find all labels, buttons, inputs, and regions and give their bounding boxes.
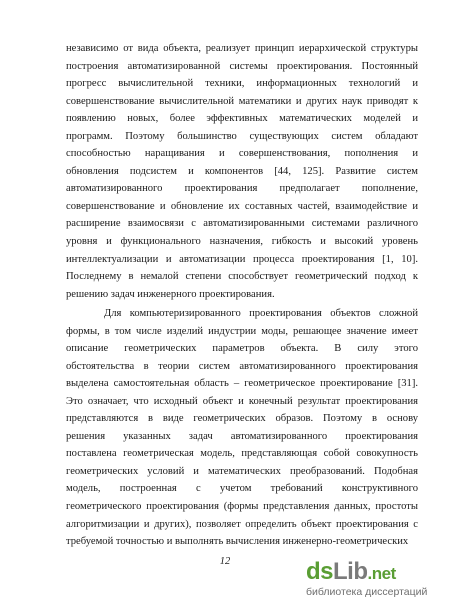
- text-line: Это означает, что исходный объект и конечный результат проектирования: [66, 395, 418, 407]
- text-line: интеллектуализации и автоматизации процесса проектирования [1, 10].: [66, 253, 418, 265]
- text-line: расширение взаимосвязи с автоматизированными системами различного: [66, 218, 418, 230]
- text-line: описание геометрических параметров объекта. В силу этого: [66, 343, 418, 355]
- text-line: решению задач инженерного проектирования.: [66, 288, 275, 300]
- text-line: Для компьютеризированного проектирования объектов сложной: [104, 308, 418, 319]
- text-line: совершенствование вычислительной математики и других наук приводят к: [66, 95, 418, 107]
- text-line: геометрического проектирования (формы представления данных, простоты: [66, 501, 418, 513]
- text-line: независимо от вида объекта, реализует принцип иерархической структуры: [66, 43, 418, 54]
- text-line: алгоритмизации и других), позволяет определить объект проектирования с: [66, 518, 418, 530]
- paragraph-2: [66, 305, 418, 551]
- text-line: появлению новых, более эффективных математических моделей и: [66, 113, 418, 125]
- text-line: совершенствование и обновление их составных частей, взаимодействие и: [66, 200, 418, 212]
- text-line: Последнему в немалой степени способствует геометрический подход к: [66, 271, 418, 283]
- text-line: геометрических условий и математических преобразований. Подобная: [66, 465, 418, 477]
- watermark-caption: библиотека диссертаций: [306, 586, 428, 598]
- text-line: формы, в том числе изделий индустрии моды, решающее значение имеет: [66, 325, 418, 337]
- text-line: модель, построенная с учетом требований конструктивного: [66, 483, 418, 495]
- text-line: построения автоматизированной системы проектирования. Постоянный: [66, 60, 418, 72]
- text-line: представляются в виде геометрических образов. Поэтому в основу: [66, 413, 418, 425]
- logo-lib: Lib: [333, 558, 368, 585]
- text-line: способностью наращивания и совершенствования, пополнения и: [66, 148, 418, 160]
- text-line: выделена самостоятельная область – геометрическое проектирование [31].: [66, 378, 418, 390]
- paragraph-1: [66, 40, 418, 303]
- page-number: 12: [219, 556, 231, 567]
- logo-ds: ds: [306, 558, 334, 585]
- text-line: поставлена геометрическая модель, представляющая собой совокупность: [66, 448, 418, 460]
- text-line: обстоятельства в теории систем автоматизированного проектирования: [66, 360, 418, 372]
- text-line: программ. Поэтому большинство существующих систем обладают: [66, 130, 418, 142]
- text-line: уровня и функционального назначения, гибкость и высокий уровень: [66, 236, 418, 248]
- logo-net: .net: [367, 564, 396, 583]
- text-line: автоматизированного проектирования предполагает пополнение,: [66, 183, 418, 195]
- text-line: обновления подсистем и компонентов [44, 125]. Развитие систем: [66, 165, 418, 177]
- text-line: требуемой точностью и выполнять вычисления инженерно-геометрических: [66, 536, 409, 548]
- text-line: прогресс вычислительной техники, информационных технологий и: [66, 78, 418, 90]
- text-line: решения указанных задач автоматизированного проектирования: [66, 430, 418, 442]
- dslib-logo: [306, 560, 396, 586]
- dslib-watermark: [306, 560, 436, 600]
